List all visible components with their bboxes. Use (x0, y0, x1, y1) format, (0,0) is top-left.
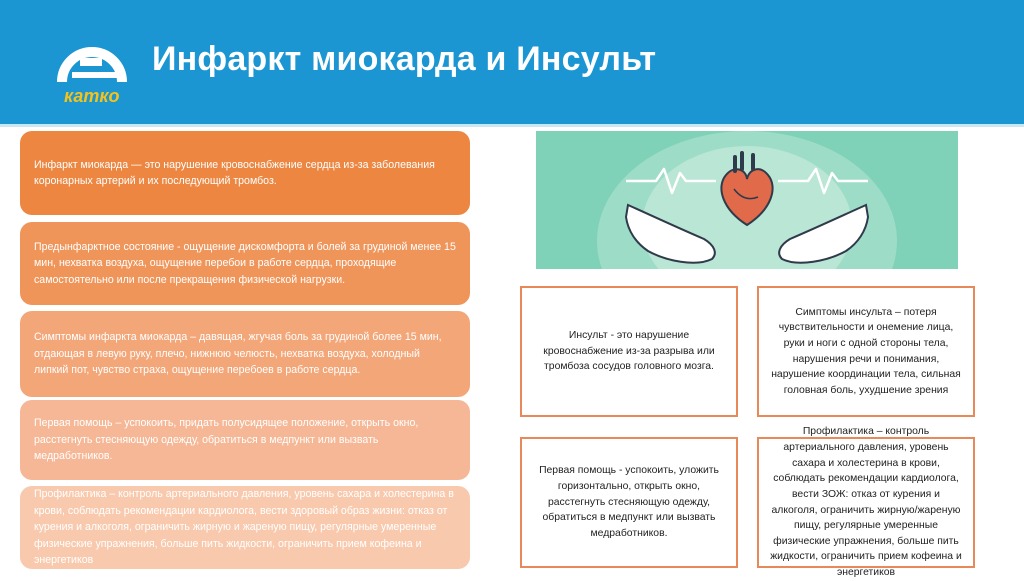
mi-first-aid-block (20, 400, 470, 480)
stroke-definition-text: Инсульт - это нарушение кровоснабжение из-за разрыва или тромбоза сосудов головного мозга. (543, 330, 715, 373)
mi-first-aid-text: Первая помощь – успокоить, придать полусидящее положение, открыть окно, расстегнуть стесняющую одежду, обратиться в медпункт или вызвать медработников. (34, 417, 419, 463)
page-title: Инфаркт миокарда и Инсульт (152, 40, 657, 78)
stroke-first-aid-box (520, 437, 738, 568)
stroke-definition-box (520, 286, 738, 417)
pre-infarction-block (20, 222, 470, 305)
header-bar (0, 0, 1024, 127)
pre-infarction-text: Предынфарктное состояние - ощущение дискомфорта и болей за грудиной менее 15 мин, нехватка воздуха, ощущение перебои в работе сердца, проходящие самостоятельно или после прекращения физической нагрузки. (34, 240, 456, 286)
mi-symptoms-block (20, 311, 470, 397)
company-logo (50, 36, 144, 106)
mi-symptoms-text: Симптомы инфаркта миокарда – давящая, жгучая боль за грудиной более 15 мин, отдающая в левую руку, плечо, нижнюю челюсть, нехватка воздуха, холодный липкий пот, чувство страха, ощущение перебоев в работе сердца. (34, 331, 442, 377)
stroke-first-aid-text: Первая помощь - успокоить, уложить горизонтально, открыть окно, расстегнуть стесняющую одежду, обратиться в медпункт или вызвать медработников. (539, 465, 719, 539)
mi-prevention-block (20, 486, 470, 569)
mi-definition-block (20, 131, 470, 215)
stroke-prevention-text: Профилактика – контроль артериального давления, уровень сахара и холестерина в крови, соблюдать рекомендации кардиолога, вести ЗОЖ: отказ от курения и алкоголя, ограничить жирную/жареную пищу, регулярные умеренные физические упражнения, больше пить жидкости, ограничить прием кофеина и энергетиков (770, 426, 962, 578)
stroke-symptoms-text: Симптомы инсульта – потеря чувствительности и онемение лица, руки и ноги с одной стороны тела, нарушения речи и понимания, нарушение координации тела, сильная головная боль, ухудшение зрения (771, 306, 961, 396)
stroke-symptoms-box (757, 286, 975, 417)
logo-text: катко (64, 86, 120, 106)
heart-hands-illustration (536, 131, 958, 269)
mi-prevention-text: Профилактика – контроль артериального давления, уровень сахара и холестерина в крови, соблюдать рекомендации кардиолога, вести здоровый образ жизни: отказ от курения и алкоголя, ограничить жирную и жареную пищу, регулярные умеренные физические упражнения, больше пить жидкости, ограничить прием кофеина и энергетиков (34, 488, 454, 567)
mi-definition-text: Инфаркт миокарда — это нарушение кровоснабжение сердца из-за заболевания коронарных артерий и их последующий тромбоз. (34, 158, 435, 187)
stroke-prevention-box (757, 426, 975, 578)
